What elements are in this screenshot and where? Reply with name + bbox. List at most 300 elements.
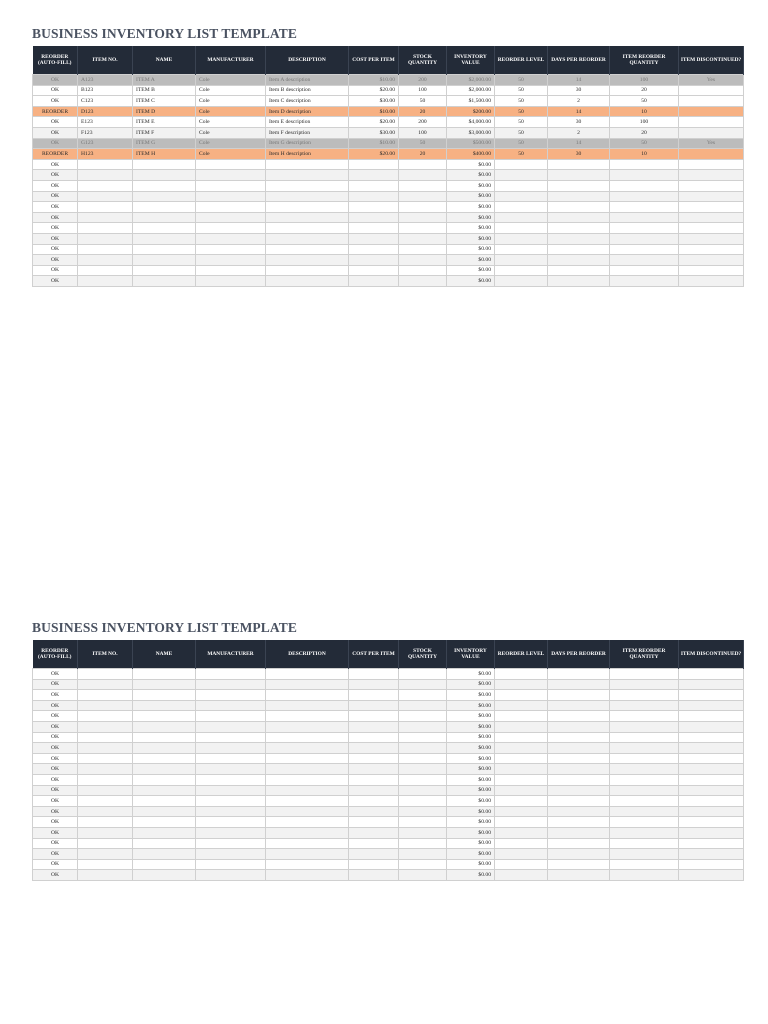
cell-cost-per-item[interactable] — [349, 732, 399, 743]
cell-manufacturer[interactable] — [196, 223, 266, 234]
cell-reorder-level[interactable] — [495, 700, 548, 711]
cell-name[interactable]: ITEM A — [133, 75, 196, 86]
cell-stock-quantity[interactable] — [399, 721, 447, 732]
cell-manufacturer[interactable]: Cole — [196, 138, 266, 149]
cell-days-per-reorder[interactable]: 30 — [548, 117, 610, 128]
cell-reorder[interactable]: OK — [33, 170, 78, 181]
cell-manufacturer[interactable] — [196, 721, 266, 732]
cell-name[interactable] — [133, 753, 196, 764]
cell-description[interactable] — [266, 764, 349, 775]
cell-manufacturer[interactable] — [196, 276, 266, 287]
cell-item-reorder-quantity[interactable]: 10 — [610, 106, 679, 117]
cell-inventory-value[interactable]: $0.00 — [447, 690, 495, 701]
cell-description[interactable] — [266, 753, 349, 764]
cell-item-reorder-quantity[interactable] — [610, 170, 679, 181]
cell-item-reorder-quantity[interactable]: 100 — [610, 117, 679, 128]
cell-description[interactable] — [266, 817, 349, 828]
cell-inventory-value[interactable]: $1,500.00 — [447, 96, 495, 107]
cell-name[interactable] — [133, 265, 196, 276]
cell-reorder[interactable]: OK — [33, 785, 78, 796]
cell-stock-quantity[interactable]: 20 — [399, 106, 447, 117]
cell-stock-quantity[interactable] — [399, 753, 447, 764]
cell-reorder-level[interactable] — [495, 223, 548, 234]
cell-reorder-level[interactable] — [495, 743, 548, 754]
cell-reorder[interactable]: OK — [33, 117, 78, 128]
cell-description[interactable] — [266, 721, 349, 732]
cell-item-no[interactable] — [78, 276, 133, 287]
cell-item-reorder-quantity[interactable]: 50 — [610, 96, 679, 107]
cell-description[interactable] — [266, 223, 349, 234]
cell-manufacturer[interactable] — [196, 796, 266, 807]
cell-reorder-level[interactable] — [495, 764, 548, 775]
cell-inventory-value[interactable]: $200.00 — [447, 106, 495, 117]
cell-description[interactable]: Item F description — [266, 127, 349, 138]
cell-days-per-reorder[interactable]: 2 — [548, 96, 610, 107]
cell-description[interactable] — [266, 180, 349, 191]
cell-manufacturer[interactable] — [196, 753, 266, 764]
cell-item-no[interactable]: B123 — [78, 85, 133, 96]
cell-reorder[interactable]: OK — [33, 764, 78, 775]
cell-item-discontinued[interactable] — [679, 255, 744, 266]
cell-description[interactable] — [266, 849, 349, 860]
cell-reorder-level[interactable] — [495, 255, 548, 266]
cell-stock-quantity[interactable] — [399, 690, 447, 701]
cell-reorder[interactable]: OK — [33, 159, 78, 170]
cell-item-no[interactable]: G123 — [78, 138, 133, 149]
cell-stock-quantity[interactable]: 50 — [399, 96, 447, 107]
cell-inventory-value[interactable]: $0.00 — [447, 785, 495, 796]
cell-item-discontinued[interactable] — [679, 669, 744, 680]
cell-name[interactable] — [133, 159, 196, 170]
cell-item-no[interactable] — [78, 255, 133, 266]
cell-cost-per-item[interactable]: $10.00 — [349, 75, 399, 86]
cell-item-discontinued[interactable] — [679, 764, 744, 775]
cell-manufacturer[interactable] — [196, 711, 266, 722]
cell-item-reorder-quantity[interactable] — [610, 785, 679, 796]
cell-inventory-value[interactable]: $0.00 — [447, 774, 495, 785]
cell-inventory-value[interactable]: $0.00 — [447, 679, 495, 690]
cell-days-per-reorder[interactable] — [548, 669, 610, 680]
cell-item-reorder-quantity[interactable] — [610, 849, 679, 860]
cell-item-discontinued[interactable] — [679, 827, 744, 838]
cell-inventory-value[interactable]: $0.00 — [447, 721, 495, 732]
cell-days-per-reorder[interactable] — [548, 732, 610, 743]
cell-cost-per-item[interactable] — [349, 244, 399, 255]
cell-reorder[interactable]: OK — [33, 721, 78, 732]
cell-inventory-value[interactable]: $0.00 — [447, 180, 495, 191]
cell-name[interactable] — [133, 827, 196, 838]
cell-reorder[interactable]: OK — [33, 255, 78, 266]
cell-reorder[interactable]: OK — [33, 191, 78, 202]
cell-description[interactable] — [266, 711, 349, 722]
cell-description[interactable] — [266, 255, 349, 266]
cell-item-discontinued[interactable] — [679, 223, 744, 234]
cell-cost-per-item[interactable] — [349, 690, 399, 701]
cell-item-reorder-quantity[interactable] — [610, 233, 679, 244]
cell-name[interactable] — [133, 191, 196, 202]
cell-item-no[interactable] — [78, 743, 133, 754]
cell-days-per-reorder[interactable] — [548, 276, 610, 287]
cell-cost-per-item[interactable]: $30.00 — [349, 96, 399, 107]
cell-inventory-value[interactable]: $0.00 — [447, 276, 495, 287]
cell-reorder-level[interactable]: 50 — [495, 75, 548, 86]
cell-item-discontinued[interactable] — [679, 233, 744, 244]
cell-reorder-level[interactable] — [495, 669, 548, 680]
cell-item-no[interactable] — [78, 711, 133, 722]
cell-item-no[interactable] — [78, 170, 133, 181]
cell-reorder[interactable]: OK — [33, 276, 78, 287]
cell-reorder[interactable]: OK — [33, 827, 78, 838]
cell-description[interactable] — [266, 233, 349, 244]
cell-item-reorder-quantity[interactable] — [610, 669, 679, 680]
cell-days-per-reorder[interactable] — [548, 753, 610, 764]
cell-stock-quantity[interactable] — [399, 732, 447, 743]
cell-reorder-level[interactable] — [495, 806, 548, 817]
cell-item-discontinued[interactable] — [679, 690, 744, 701]
cell-manufacturer[interactable] — [196, 265, 266, 276]
cell-name[interactable] — [133, 223, 196, 234]
cell-name[interactable]: ITEM D — [133, 106, 196, 117]
cell-description[interactable] — [266, 202, 349, 213]
cell-item-discontinued[interactable] — [679, 170, 744, 181]
cell-reorder[interactable]: OK — [33, 223, 78, 234]
cell-item-discontinued[interactable] — [679, 774, 744, 785]
cell-reorder-level[interactable] — [495, 774, 548, 785]
cell-reorder-level[interactable]: 50 — [495, 117, 548, 128]
cell-stock-quantity[interactable] — [399, 223, 447, 234]
cell-item-no[interactable]: A123 — [78, 75, 133, 86]
cell-inventory-value[interactable]: $400.00 — [447, 149, 495, 160]
cell-reorder[interactable]: OK — [33, 806, 78, 817]
cell-name[interactable] — [133, 743, 196, 754]
cell-reorder-level[interactable] — [495, 859, 548, 870]
cell-item-discontinued[interactable] — [679, 743, 744, 754]
cell-reorder[interactable]: OK — [33, 679, 78, 690]
cell-reorder-level[interactable] — [495, 838, 548, 849]
cell-item-no[interactable] — [78, 721, 133, 732]
cell-item-reorder-quantity[interactable] — [610, 743, 679, 754]
cell-inventory-value[interactable]: $0.00 — [447, 764, 495, 775]
cell-inventory-value[interactable]: $0.00 — [447, 806, 495, 817]
cell-cost-per-item[interactable] — [349, 159, 399, 170]
cell-item-no[interactable] — [78, 669, 133, 680]
cell-reorder[interactable]: OK — [33, 85, 78, 96]
cell-name[interactable] — [133, 669, 196, 680]
cell-reorder-level[interactable] — [495, 785, 548, 796]
cell-reorder[interactable]: REORDER — [33, 106, 78, 117]
cell-description[interactable] — [266, 827, 349, 838]
cell-stock-quantity[interactable]: 100 — [399, 127, 447, 138]
cell-description[interactable] — [266, 669, 349, 680]
cell-item-discontinued[interactable] — [679, 127, 744, 138]
cell-reorder-level[interactable] — [495, 180, 548, 191]
cell-manufacturer[interactable] — [196, 827, 266, 838]
cell-description[interactable] — [266, 276, 349, 287]
cell-description[interactable]: Item B description — [266, 85, 349, 96]
cell-item-discontinued[interactable] — [679, 149, 744, 160]
cell-days-per-reorder[interactable] — [548, 870, 610, 881]
cell-item-discontinued[interactable] — [679, 721, 744, 732]
cell-manufacturer[interactable] — [196, 212, 266, 223]
cell-manufacturer[interactable] — [196, 669, 266, 680]
cell-manufacturer[interactable] — [196, 859, 266, 870]
cell-inventory-value[interactable]: $0.00 — [447, 244, 495, 255]
cell-item-discontinued[interactable] — [679, 202, 744, 213]
cell-days-per-reorder[interactable]: 14 — [548, 75, 610, 86]
cell-inventory-value[interactable]: $0.00 — [447, 817, 495, 828]
cell-reorder-level[interactable] — [495, 753, 548, 764]
cell-item-no[interactable] — [78, 679, 133, 690]
cell-inventory-value[interactable]: $0.00 — [447, 202, 495, 213]
cell-stock-quantity[interactable] — [399, 212, 447, 223]
cell-item-reorder-quantity[interactable]: 10 — [610, 149, 679, 160]
cell-item-discontinued[interactable] — [679, 796, 744, 807]
cell-description[interactable] — [266, 806, 349, 817]
cell-item-reorder-quantity[interactable] — [610, 180, 679, 191]
cell-description[interactable] — [266, 774, 349, 785]
cell-item-reorder-quantity[interactable] — [610, 753, 679, 764]
cell-reorder[interactable]: OK — [33, 796, 78, 807]
cell-cost-per-item[interactable] — [349, 276, 399, 287]
cell-reorder[interactable]: OK — [33, 753, 78, 764]
cell-cost-per-item[interactable] — [349, 265, 399, 276]
cell-stock-quantity[interactable] — [399, 669, 447, 680]
cell-description[interactable] — [266, 690, 349, 701]
cell-item-no[interactable] — [78, 212, 133, 223]
cell-item-reorder-quantity[interactable] — [610, 202, 679, 213]
cell-name[interactable] — [133, 806, 196, 817]
cell-name[interactable] — [133, 774, 196, 785]
cell-reorder-level[interactable] — [495, 202, 548, 213]
cell-reorder[interactable]: OK — [33, 732, 78, 743]
cell-manufacturer[interactable]: Cole — [196, 106, 266, 117]
cell-item-discontinued[interactable] — [679, 806, 744, 817]
cell-days-per-reorder[interactable] — [548, 700, 610, 711]
cell-reorder-level[interactable]: 50 — [495, 96, 548, 107]
cell-stock-quantity[interactable] — [399, 774, 447, 785]
cell-name[interactable] — [133, 170, 196, 181]
cell-item-discontinued[interactable] — [679, 191, 744, 202]
cell-item-discontinued[interactable] — [679, 96, 744, 107]
cell-manufacturer[interactable] — [196, 806, 266, 817]
cell-name[interactable] — [133, 180, 196, 191]
cell-reorder[interactable]: OK — [33, 202, 78, 213]
cell-manufacturer[interactable] — [196, 244, 266, 255]
cell-cost-per-item[interactable] — [349, 191, 399, 202]
cell-cost-per-item[interactable] — [349, 212, 399, 223]
cell-name[interactable] — [133, 721, 196, 732]
cell-reorder-level[interactable] — [495, 870, 548, 881]
cell-item-discontinued[interactable] — [679, 817, 744, 828]
cell-days-per-reorder[interactable] — [548, 711, 610, 722]
cell-item-reorder-quantity[interactable] — [610, 191, 679, 202]
cell-item-no[interactable] — [78, 202, 133, 213]
cell-name[interactable]: ITEM E — [133, 117, 196, 128]
cell-description[interactable]: Item A description — [266, 75, 349, 86]
cell-inventory-value[interactable]: $0.00 — [447, 265, 495, 276]
cell-reorder[interactable]: OK — [33, 127, 78, 138]
cell-item-discontinued[interactable] — [679, 85, 744, 96]
cell-reorder[interactable]: OK — [33, 838, 78, 849]
cell-cost-per-item[interactable] — [349, 774, 399, 785]
cell-description[interactable] — [266, 859, 349, 870]
cell-name[interactable] — [133, 276, 196, 287]
cell-reorder[interactable]: OK — [33, 265, 78, 276]
cell-manufacturer[interactable] — [196, 255, 266, 266]
cell-reorder[interactable]: OK — [33, 233, 78, 244]
cell-item-reorder-quantity[interactable]: 20 — [610, 85, 679, 96]
cell-item-no[interactable] — [78, 849, 133, 860]
cell-name[interactable] — [133, 796, 196, 807]
cell-stock-quantity[interactable] — [399, 796, 447, 807]
cell-inventory-value[interactable]: $2,000.00 — [447, 85, 495, 96]
cell-name[interactable]: ITEM C — [133, 96, 196, 107]
cell-cost-per-item[interactable] — [349, 785, 399, 796]
cell-item-reorder-quantity[interactable] — [610, 796, 679, 807]
cell-stock-quantity[interactable] — [399, 233, 447, 244]
cell-cost-per-item[interactable] — [349, 700, 399, 711]
cell-name[interactable] — [133, 849, 196, 860]
cell-name[interactable] — [133, 817, 196, 828]
cell-cost-per-item[interactable] — [349, 711, 399, 722]
cell-item-no[interactable] — [78, 233, 133, 244]
cell-description[interactable] — [266, 743, 349, 754]
cell-manufacturer[interactable] — [196, 785, 266, 796]
cell-days-per-reorder[interactable]: 2 — [548, 127, 610, 138]
cell-manufacturer[interactable] — [196, 700, 266, 711]
cell-days-per-reorder[interactable] — [548, 255, 610, 266]
cell-item-no[interactable] — [78, 827, 133, 838]
cell-item-reorder-quantity[interactable] — [610, 212, 679, 223]
cell-item-no[interactable] — [78, 753, 133, 764]
cell-reorder-level[interactable] — [495, 817, 548, 828]
cell-inventory-value[interactable]: $0.00 — [447, 159, 495, 170]
cell-item-no[interactable] — [78, 774, 133, 785]
cell-reorder-level[interactable] — [495, 265, 548, 276]
cell-description[interactable]: Item D description — [266, 106, 349, 117]
cell-item-discontinued[interactable] — [679, 106, 744, 117]
cell-item-no[interactable] — [78, 764, 133, 775]
cell-reorder-level[interactable] — [495, 732, 548, 743]
cell-days-per-reorder[interactable] — [548, 774, 610, 785]
cell-stock-quantity[interactable]: 200 — [399, 117, 447, 128]
cell-stock-quantity[interactable] — [399, 244, 447, 255]
cell-item-reorder-quantity[interactable] — [610, 679, 679, 690]
cell-name[interactable] — [133, 690, 196, 701]
cell-item-discontinued[interactable]: Yes — [679, 138, 744, 149]
cell-item-no[interactable] — [78, 859, 133, 870]
cell-reorder-level[interactable]: 50 — [495, 138, 548, 149]
cell-manufacturer[interactable]: Cole — [196, 85, 266, 96]
cell-inventory-value[interactable]: $2,000.00 — [447, 75, 495, 86]
cell-inventory-value[interactable]: $0.00 — [447, 859, 495, 870]
cell-cost-per-item[interactable] — [349, 764, 399, 775]
cell-days-per-reorder[interactable] — [548, 202, 610, 213]
cell-days-per-reorder[interactable] — [548, 690, 610, 701]
cell-days-per-reorder[interactable] — [548, 721, 610, 732]
cell-cost-per-item[interactable] — [349, 255, 399, 266]
cell-reorder-level[interactable]: 50 — [495, 127, 548, 138]
cell-manufacturer[interactable] — [196, 170, 266, 181]
cell-description[interactable] — [266, 191, 349, 202]
cell-stock-quantity[interactable] — [399, 191, 447, 202]
cell-inventory-value[interactable]: $0.00 — [447, 255, 495, 266]
cell-inventory-value[interactable]: $0.00 — [447, 191, 495, 202]
cell-stock-quantity[interactable] — [399, 838, 447, 849]
cell-description[interactable]: Item H description — [266, 149, 349, 160]
cell-days-per-reorder[interactable] — [548, 233, 610, 244]
cell-stock-quantity[interactable] — [399, 700, 447, 711]
cell-manufacturer[interactable] — [196, 233, 266, 244]
cell-reorder-level[interactable] — [495, 711, 548, 722]
cell-manufacturer[interactable] — [196, 679, 266, 690]
cell-cost-per-item[interactable] — [349, 202, 399, 213]
cell-inventory-value[interactable]: $0.00 — [447, 838, 495, 849]
cell-description[interactable] — [266, 870, 349, 881]
cell-manufacturer[interactable] — [196, 870, 266, 881]
cell-inventory-value[interactable]: $0.00 — [447, 827, 495, 838]
cell-reorder-level[interactable] — [495, 233, 548, 244]
cell-item-no[interactable] — [78, 732, 133, 743]
cell-item-reorder-quantity[interactable] — [610, 700, 679, 711]
cell-item-reorder-quantity[interactable] — [610, 711, 679, 722]
cell-item-no[interactable] — [78, 806, 133, 817]
cell-stock-quantity[interactable] — [399, 202, 447, 213]
cell-name[interactable] — [133, 711, 196, 722]
cell-name[interactable]: ITEM H — [133, 149, 196, 160]
cell-manufacturer[interactable]: Cole — [196, 75, 266, 86]
cell-stock-quantity[interactable] — [399, 849, 447, 860]
cell-stock-quantity[interactable] — [399, 743, 447, 754]
cell-cost-per-item[interactable] — [349, 170, 399, 181]
cell-inventory-value[interactable]: $0.00 — [447, 223, 495, 234]
cell-item-reorder-quantity[interactable] — [610, 806, 679, 817]
cell-stock-quantity[interactable]: 20 — [399, 149, 447, 160]
cell-stock-quantity[interactable] — [399, 785, 447, 796]
cell-days-per-reorder[interactable] — [548, 827, 610, 838]
cell-cost-per-item[interactable]: $10.00 — [349, 106, 399, 117]
cell-stock-quantity[interactable] — [399, 159, 447, 170]
cell-days-per-reorder[interactable] — [548, 679, 610, 690]
cell-item-discontinued[interactable] — [679, 849, 744, 860]
cell-reorder[interactable]: OK — [33, 859, 78, 870]
cell-item-no[interactable] — [78, 265, 133, 276]
cell-reorder[interactable]: OK — [33, 212, 78, 223]
cell-name[interactable] — [133, 679, 196, 690]
cell-item-discontinued[interactable] — [679, 276, 744, 287]
cell-name[interactable] — [133, 732, 196, 743]
cell-name[interactable]: ITEM G — [133, 138, 196, 149]
cell-cost-per-item[interactable] — [349, 838, 399, 849]
cell-item-no[interactable] — [78, 180, 133, 191]
cell-days-per-reorder[interactable] — [548, 838, 610, 849]
cell-item-no[interactable] — [78, 223, 133, 234]
cell-item-discontinued[interactable] — [679, 212, 744, 223]
cell-reorder[interactable]: OK — [33, 711, 78, 722]
cell-description[interactable] — [266, 796, 349, 807]
cell-cost-per-item[interactable] — [349, 870, 399, 881]
cell-cost-per-item[interactable] — [349, 753, 399, 764]
cell-cost-per-item[interactable]: $20.00 — [349, 117, 399, 128]
cell-inventory-value[interactable]: $3,000.00 — [447, 127, 495, 138]
cell-days-per-reorder[interactable] — [548, 817, 610, 828]
cell-stock-quantity[interactable] — [399, 859, 447, 870]
cell-stock-quantity[interactable]: 100 — [399, 85, 447, 96]
cell-manufacturer[interactable] — [196, 849, 266, 860]
cell-cost-per-item[interactable]: $20.00 — [349, 85, 399, 96]
cell-reorder-level[interactable] — [495, 690, 548, 701]
cell-reorder[interactable]: REORDER — [33, 149, 78, 160]
